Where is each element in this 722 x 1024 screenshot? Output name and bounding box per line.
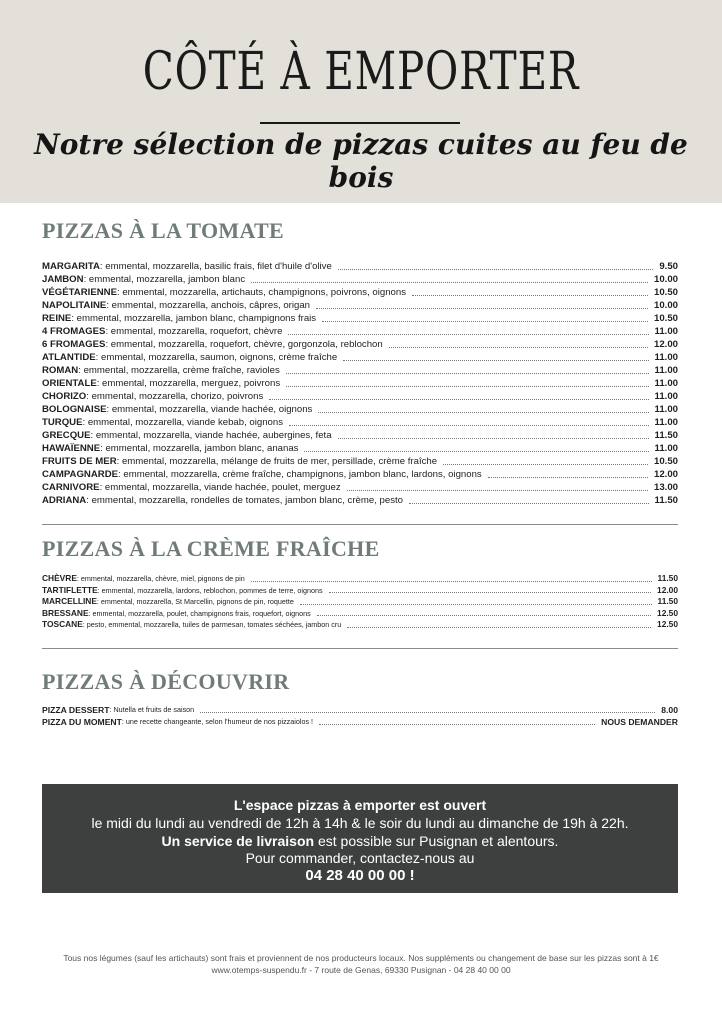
menu-item-row (42, 390, 678, 403)
dotted-leader (251, 281, 648, 283)
menu-item-price: 11.00 (654, 352, 678, 363)
menu-item-row (42, 608, 678, 620)
footer-note: Tous nos légumes (sauf les artichauts) sont frais et proviennent de nos producteurs locaux. Nos suppléments ou changement de base sur les pizzas sont à 1€ (63, 953, 659, 963)
dotted-leader (316, 307, 648, 309)
menu-item-description: : emmental, mozzarella, roquefort, chèvre (105, 326, 283, 337)
dotted-leader (200, 711, 655, 713)
dotted-leader (286, 372, 649, 374)
menu-item-price: NOUS DEMANDER (601, 717, 678, 727)
menu-item-name: VÉGÉTARIENNE (42, 287, 117, 298)
menu-item-description: : emmental, mozzarella, St Marcellin, pignons de pin, roquette (96, 597, 294, 606)
menu-item-description: : emmental, mozzarella, chorizo, poivrons (86, 391, 264, 402)
menu-item-price: 11.00 (654, 365, 678, 376)
header-banner (0, 0, 722, 203)
menu-item-name: NAPOLITAINE (42, 300, 107, 311)
page-title: CÔTÉ À EMPORTER (142, 42, 580, 102)
info-phone[interactable]: 04 28 40 00 00 ! (305, 867, 415, 884)
dotted-leader (251, 580, 652, 582)
dotted-leader (329, 591, 651, 593)
dotted-leader (288, 333, 648, 335)
menu-item-description: : pesto, emmental, mozzarella, tuiles de parmesan, tomates séchées, jambon cru (82, 620, 342, 629)
dotted-leader (488, 476, 648, 478)
menu-item-row (42, 364, 678, 377)
menu-list-tomate (42, 260, 678, 507)
menu-item-price: 11.50 (657, 596, 678, 606)
info-delivery-text: est possible sur Pusignan et alentours. (314, 833, 559, 849)
section-title-decouvrir: PIZZAS À DÉCOUVRIR (42, 669, 290, 694)
menu-item-name: MARCELLINE (42, 596, 97, 606)
menu-item-description: : emmental, mozzarella, crème fraîche, champignons, jambon blanc, lardons, oignons (118, 469, 482, 480)
menu-item-name: JAMBON (42, 274, 84, 285)
dotted-leader (338, 437, 649, 439)
menu-item-row (42, 481, 678, 494)
menu-item-price: 11.00 (654, 404, 678, 415)
menu-item-description: : emmental, mozzarella, saumon, oignons, crème fraîche (95, 352, 338, 363)
menu-item-row (42, 312, 678, 325)
menu-item-row (42, 704, 678, 716)
menu-item-description: : Nutella et fruits de saison (109, 705, 195, 714)
menu-item-description: : emmental, mozzarella, crème fraîche, ravioles (78, 365, 280, 376)
dotted-leader (412, 294, 648, 296)
menu-item-description: : emmental, mozzarella, viande kebab, oignons (82, 417, 284, 428)
menu-item-price: 8.00 (661, 705, 678, 715)
menu-item-row (42, 494, 678, 507)
menu-item-row (42, 351, 678, 364)
menu-item-row (42, 596, 678, 608)
info-delivery (42, 833, 678, 849)
dotted-leader (347, 626, 651, 628)
menu-item-description: : emmental, mozzarella, roquefort, chèvre, gorgonzola, reblochon (105, 339, 383, 350)
menu-item-price: 11.00 (654, 326, 678, 337)
menu-item-description: : emmental, mozzarella, jambon blanc, ananas (100, 443, 299, 454)
menu-item-row (42, 585, 678, 597)
menu-item-name: GRECQUE (42, 430, 91, 441)
menu-item-description: : emmental, mozzarella, merguez, poivrons (96, 378, 281, 389)
menu-item-price: 10.50 (653, 313, 678, 324)
info-box (42, 784, 678, 893)
menu-item-row (42, 338, 678, 351)
menu-item-price: 12.50 (657, 619, 678, 629)
title-underline (260, 122, 460, 124)
menu-list-decouvrir (42, 704, 678, 728)
menu-item-price: 13.00 (653, 482, 678, 493)
dotted-leader (269, 398, 648, 400)
menu-item-description: : emmental, mozzarella, jambon blanc, champignons frais (71, 313, 317, 324)
section-title-tomate: PIZZAS À LA TOMATE (42, 218, 284, 243)
menu-item-row (42, 260, 678, 273)
menu-item-description: : emmental, mozzarella, basilic frais, filet d'huile d'olive (99, 261, 332, 272)
menu-item-price: 10.50 (653, 287, 678, 298)
menu-item-description: : emmental, mozzarella, anchois, câpres, origan (106, 300, 311, 311)
menu-item-name: TURQUE (42, 417, 83, 428)
menu-item-description: : emmental, mozzarella, mélange de fruits de mer, persillade, crème fraîche (116, 456, 438, 467)
menu-item-price: 11.00 (654, 417, 678, 428)
menu-item-description: : emmental, mozzarella, lardons, reblochon, pommes de terre, oignons (97, 585, 323, 595)
dotted-leader (300, 603, 652, 605)
menu-item-row (42, 619, 678, 631)
menu-item-price: 12.00 (657, 584, 678, 595)
menu-item-price: 12.50 (657, 607, 678, 618)
menu-item-price: 11.00 (654, 391, 678, 402)
menu-item-name: BOLOGNAISE (42, 404, 107, 415)
menu-item-description: : emmental, mozzarella, chèvre, miel, pignons de pin (76, 574, 245, 583)
menu-item-description: : emmental, mozzarella, viande hachée, oignons (106, 404, 313, 415)
menu-item-price: 12.00 (653, 469, 678, 480)
dotted-leader (338, 268, 654, 270)
menu-item-price: 11.50 (657, 573, 678, 583)
menu-item-price: 11.00 (654, 378, 678, 389)
menu-item-row (42, 716, 678, 728)
menu-item-name: PIZZA DU MOMENT (42, 717, 122, 727)
section-divider (42, 648, 678, 649)
menu-item-row (42, 468, 678, 481)
section-title-creme: PIZZAS À LA CRÈME FRAÎCHE (42, 536, 380, 561)
menu-item-price: 11.00 (654, 443, 678, 454)
page-subtitle: Notre sélection de pizzas cuites au feu de bois (34, 128, 688, 194)
info-opening-title: L'espace pizzas à emporter est ouvert (233, 797, 487, 813)
footer-contact: www.otemps-suspendu.fr - 7 route de Genas, 69330 Pusignan - 04 28 40 00 00 (211, 965, 511, 975)
menu-item-name: PIZZA DESSERT (42, 705, 110, 715)
menu-item-name: ADRIANA (42, 495, 87, 506)
menu-item-name: CHÈVRE (42, 573, 77, 583)
menu-item-description: : emmental, mozzarella, viande hachée, poulet, merguez (99, 482, 341, 493)
info-order-text: Pour commander, contactez-nous au (245, 850, 475, 866)
menu-item-name: ROMAN (42, 365, 79, 376)
menu-item-row (42, 286, 678, 299)
dotted-leader (318, 411, 648, 413)
menu-item-price: 10.00 (653, 300, 678, 311)
menu-item-description: : emmental, mozzarella, poulet, champignons frais, roquefort, oignons (88, 608, 311, 618)
menu-item-name: TOSCANE (42, 619, 83, 629)
menu-list-creme (42, 573, 678, 631)
menu-item-price: 9.50 (659, 261, 678, 272)
menu-item-name: MARGARITA (42, 261, 100, 272)
menu-item-row (42, 325, 678, 338)
menu-item-name: FRUITS DE MER (42, 456, 117, 467)
section-divider (42, 524, 678, 525)
menu-item-row (42, 455, 678, 468)
menu-item-row (42, 377, 678, 390)
menu-item-row (42, 429, 678, 442)
dotted-leader (319, 723, 595, 725)
menu-item-description: : emmental, mozzarella, viande hachée, aubergines, feta (90, 430, 332, 441)
dotted-leader (389, 346, 648, 348)
menu-item-name: 6 FROMAGES (42, 339, 106, 350)
menu-item-price: 11.50 (654, 495, 678, 506)
menu-item-price: 10.50 (653, 456, 678, 467)
menu-item-description: : emmental, mozzarella, artichauts, champignons, poivrons, oignons (116, 287, 407, 298)
dotted-leader (343, 359, 648, 361)
menu-item-row (42, 442, 678, 455)
dotted-leader (322, 320, 648, 322)
menu-item-name: REINE (42, 313, 72, 324)
menu-item-row (42, 416, 678, 429)
dotted-leader (443, 463, 648, 465)
menu-item-name: CARNIVORE (42, 482, 100, 493)
menu-item-name: CAMPAGNARDE (42, 469, 119, 480)
dotted-leader (347, 489, 648, 491)
menu-item-name: BRESSANE (42, 607, 89, 618)
info-opening-hours: le midi du lundi au vendredi de 12h à 14h & le soir du lundi au dimanche de 19h à 22h. (91, 815, 629, 831)
menu-item-name: ORIENTALE (42, 378, 97, 389)
dotted-leader (286, 385, 648, 387)
menu-item-name: 4 FROMAGES (42, 326, 106, 337)
dotted-leader (304, 450, 648, 452)
menu-item-row (42, 573, 678, 585)
menu-item-price: 12.00 (653, 339, 678, 350)
menu-item-row (42, 299, 678, 312)
dotted-leader (317, 614, 651, 616)
dotted-leader (289, 424, 648, 426)
menu-item-name: CHORIZO (42, 391, 87, 402)
menu-item-description: : une recette changeante, selon l'humeur de nos pizzaiolos ! (121, 717, 314, 726)
menu-item-name: TARTIFLETTE (42, 584, 98, 595)
menu-item-name: HAWAÏENNE (42, 443, 101, 454)
info-delivery-highlight: Un service de livraison (161, 833, 315, 849)
menu-item-row (42, 403, 678, 416)
menu-item-description: : emmental, mozzarella, jambon blanc (83, 274, 246, 285)
menu-item-description: : emmental, mozzarella, rondelles de tomates, jambon blanc, crème, pesto (86, 495, 403, 506)
menu-item-name: ATLANTIDE (42, 352, 96, 363)
menu-item-price: 11.50 (654, 430, 678, 441)
dotted-leader (409, 502, 649, 504)
menu-item-row (42, 273, 678, 286)
menu-item-price: 10.00 (653, 274, 678, 285)
